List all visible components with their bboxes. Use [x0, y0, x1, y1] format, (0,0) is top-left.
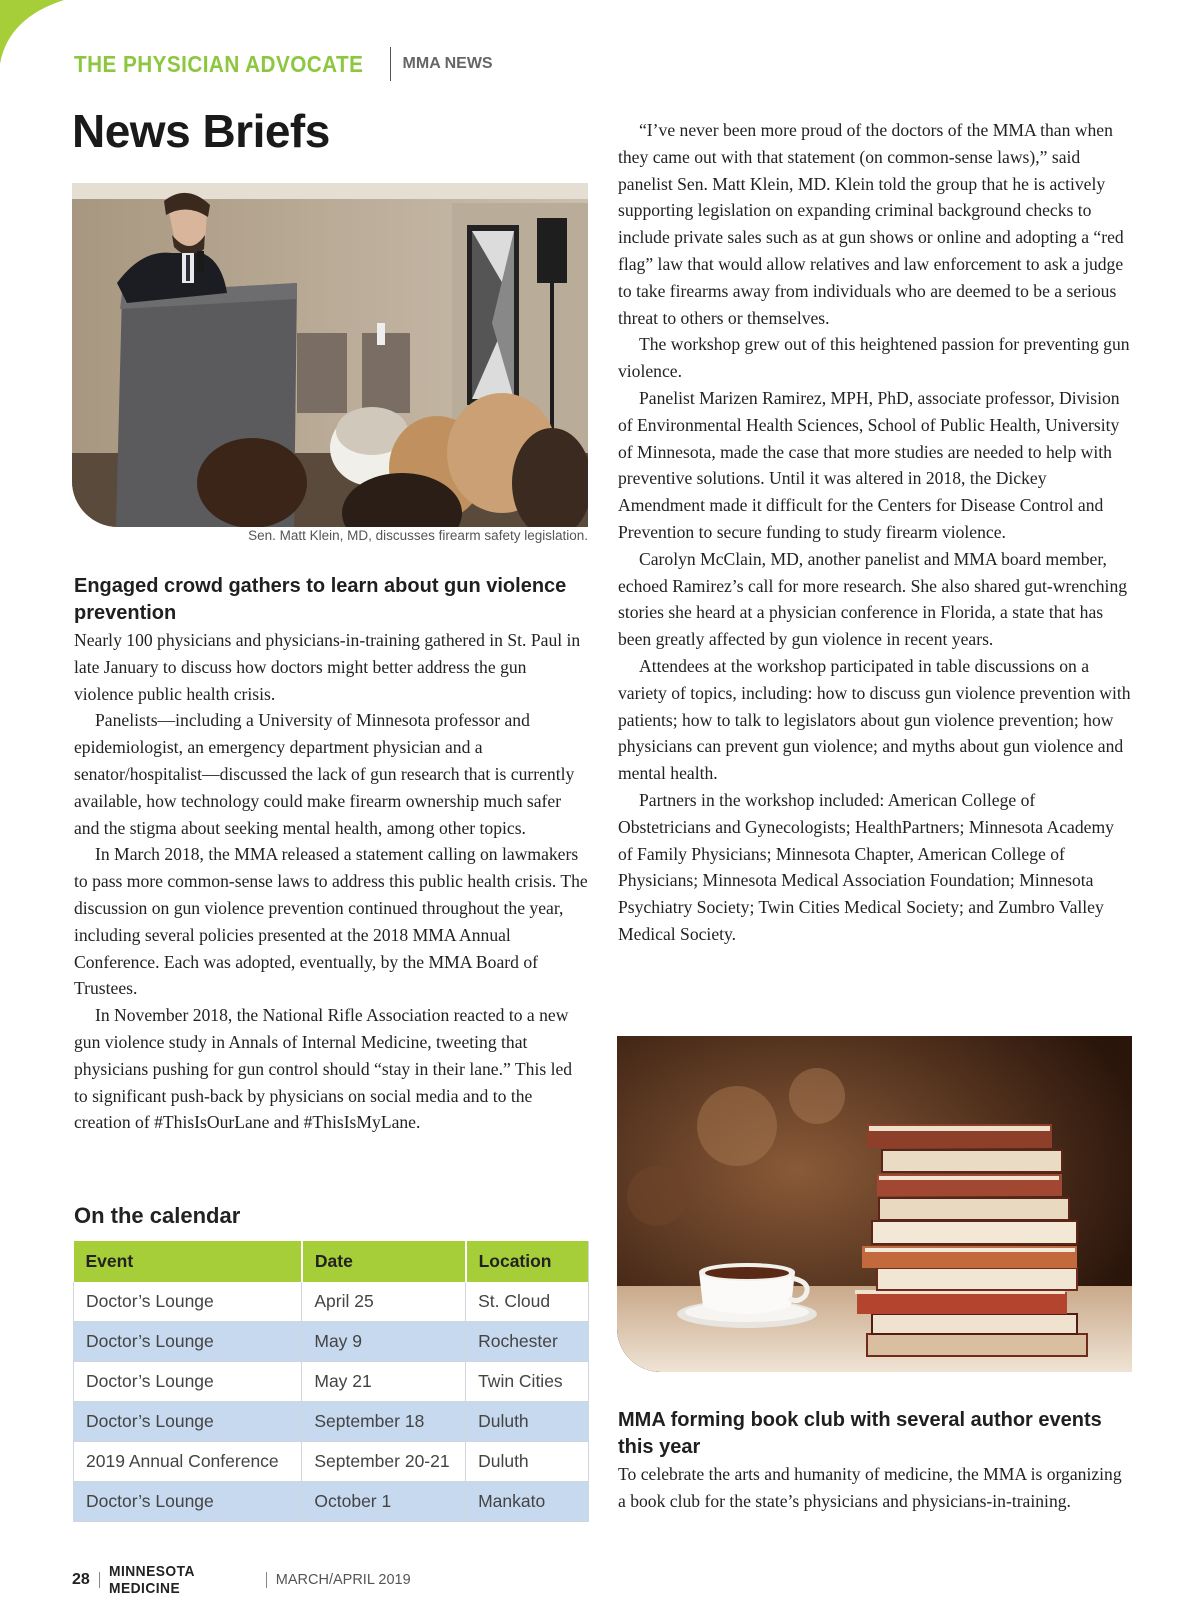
- location-cell: St. Cloud: [466, 1282, 589, 1322]
- table-row: [74, 1362, 589, 1402]
- column-header-date: Date: [302, 1241, 466, 1282]
- article-paragraph: Partners in the workshop included: American College of Obstetricians and Gynecologists; HealthPartners; Minnesota Academy of Family Physicians; Minnesota Chapter, American College of Physicians; Minnesota Medical Association Foundation; Minnesota Psychiatry Society; Twin Cities Medical Society; and Zumbro Valley Medical Society.: [618, 789, 1114, 944]
- footer-divider: [266, 1572, 267, 1588]
- column-header-event: Event: [74, 1241, 302, 1282]
- table-row: [74, 1402, 589, 1442]
- article-paragraph: Nearly 100 physicians and physicians-in-training gathered in St. Paul in late January to discuss how doctors might better address the gun violence public health crisis.: [74, 630, 581, 704]
- event-cell: Doctor’s Lounge: [74, 1402, 302, 1442]
- article-paragraph: Panelist Marizen Ramirez, MPH, PhD, associate professor, Division of Environmental Health Sciences, School of Public Health, University of Minnesota, made the case that more studies are needed to help with preventive solutions. Until it was altered in 2018, the Dickey Amendment made it difficult for the Centers for Disease Control and Prevention to secure funding to study firearm violence.: [618, 387, 1120, 542]
- page-header: [74, 44, 493, 84]
- event-cell: Doctor’s Lounge: [74, 1322, 302, 1362]
- event-cell: Doctor’s Lounge: [74, 1482, 302, 1522]
- date-cell: May 21: [302, 1362, 466, 1402]
- issue-date: MARCH/APRIL 2019: [275, 1572, 411, 1588]
- header-divider: [390, 47, 391, 81]
- article-paragraph: To celebrate the arts and humanity of medicine, the MMA is organizing a book club for the state’s physicians and physicians-in-training.: [618, 1464, 1122, 1511]
- page-title: News Briefs: [72, 105, 330, 157]
- location-cell: Rochester: [466, 1322, 589, 1362]
- table-row: [74, 1482, 589, 1522]
- article-paragraph: Panelists—including a University of Minnesota professor and epidemiologist, an emergency department physician and a senator/hospitalist—discussed the lack of gun research that is currently available, how technology could make firearm ownership much safer and the stigma about seeking mental health, among other topics.: [74, 710, 575, 838]
- location-cell: Duluth: [466, 1402, 589, 1442]
- date-cell: October 1: [302, 1482, 466, 1522]
- calendar-title: On the calendar: [74, 1203, 241, 1228]
- footer-divider: [99, 1572, 100, 1588]
- publication-name: THE PHYSICIAN ADVOCATE: [74, 50, 364, 77]
- table-row: [74, 1442, 589, 1482]
- date-cell: May 9: [302, 1322, 466, 1362]
- table-row: [74, 1322, 589, 1362]
- location-cell: Mankato: [466, 1482, 589, 1522]
- article-paragraph: “I’ve never been more proud of the doctors of the MMA than when they came out with that statement (on common-sense laws),” said panelist Sen. Matt Klein, MD. Klein told the group that he is actively supporting legislation on expanding criminal background checks to include private sales such as at gun shows or online and adopting a “red flag” law that would allow relatives and law enforcement to ask a judge to take firearms away from individuals who are deemed to be a serious threat to others or themselves.: [618, 120, 1124, 328]
- event-cell: Doctor’s Lounge: [74, 1282, 302, 1322]
- table-row: [74, 1282, 589, 1322]
- article-headline: Engaged crowd gathers to learn about gun violence prevention: [74, 575, 567, 624]
- location-cell: Duluth: [466, 1442, 589, 1482]
- article-gun-violence-right-column: [618, 117, 1132, 948]
- article-headline: MMA forming book club with several author events this year: [618, 1409, 1102, 1458]
- books-and-coffee-photo: [617, 1036, 1132, 1372]
- article-paragraph: In November 2018, the National Rifle Association reacted to a new gun violence study in Annals of Internal Medicine, tweeting that physicians pushing for gun control should “stay in their lane.” This led to significant push-back by physicians on social media and to the creation of #ThisIsOurLane and #ThisIsMyLane.: [74, 1005, 573, 1133]
- article-gun-violence-left-column: [74, 573, 590, 1136]
- event-cell: Doctor’s Lounge: [74, 1362, 302, 1402]
- location-cell: Twin Cities: [466, 1362, 589, 1402]
- page-number: 28: [72, 1571, 90, 1588]
- table-header-row: [74, 1241, 589, 1282]
- section-label: MMA NEWS: [402, 55, 493, 72]
- magazine-name: MINNESOTA MEDICINE: [108, 1563, 195, 1597]
- article-paragraph: In March 2018, the MMA released a statement calling on lawmakers to pass more common-sense laws to address this public health crisis. The discussion on gun violence prevention continued throughout the year, including several policies presented at the 2018 MMA Annual Conference. Each was adopted, eventually, by the MMA Board of Trustees.: [74, 844, 588, 999]
- photo-caption: Sen. Matt Klein, MD, discusses firearm safety legislation.: [248, 528, 588, 543]
- article-book-club: [618, 1407, 1132, 1515]
- article-paragraph: Carolyn McClain, MD, another panelist and MMA board member, echoed Ramirez’s call for more research. She also shared gut-wrenching stories she heard at a physician conference in Florida, a state that has been greatly affected by gun violence in recent years.: [618, 548, 1128, 650]
- speaker-photo: [72, 183, 588, 527]
- date-cell: September 20-21: [302, 1442, 466, 1482]
- calendar-table: [73, 1241, 589, 1522]
- corner-accent-shape: [0, 0, 64, 64]
- column-header-location: Location: [466, 1241, 589, 1282]
- article-paragraph: Attendees at the workshop participated in table discussions on a variety of topics, including: how to discuss gun violence prevention with patients; how to talk to legislators about gun violence prevention; how physicians can prevent gun violence; and myths about gun violence and mental health.: [618, 655, 1131, 784]
- date-cell: September 18: [302, 1402, 466, 1442]
- page-footer: [72, 1563, 411, 1597]
- article-paragraph: The workshop grew out of this heightened passion for preventing gun violence.: [618, 334, 1130, 382]
- date-cell: April 25: [302, 1282, 466, 1322]
- event-cell: 2019 Annual Conference: [74, 1442, 302, 1482]
